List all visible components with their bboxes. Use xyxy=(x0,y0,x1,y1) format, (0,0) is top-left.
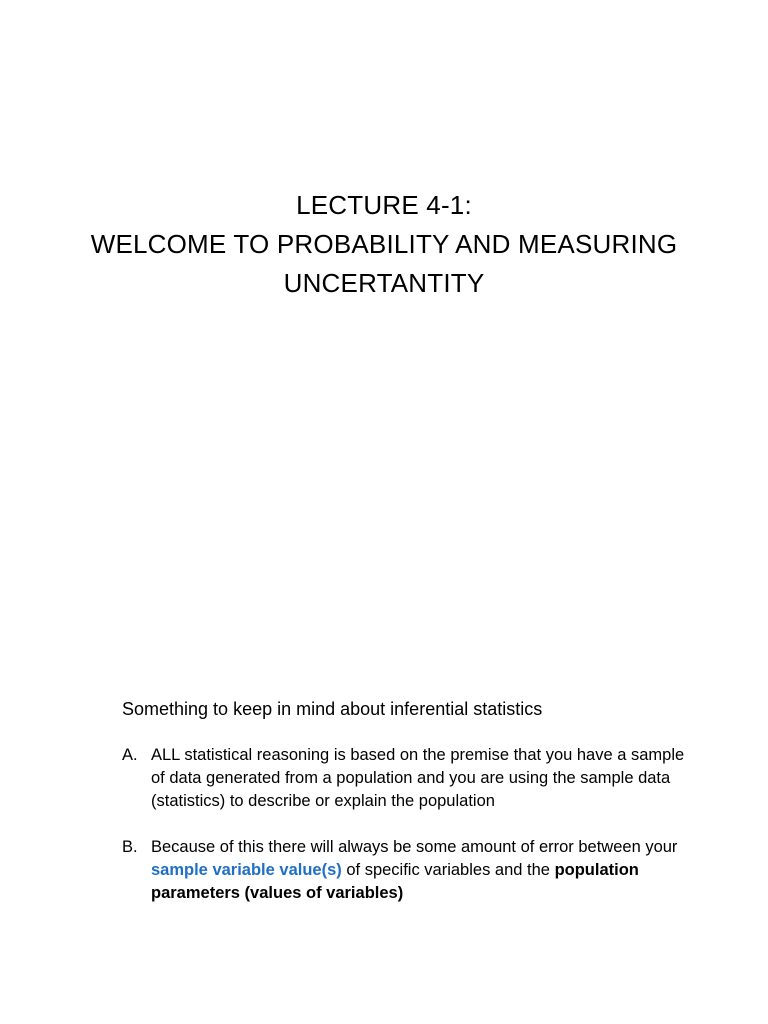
list-marker-b: B. xyxy=(122,838,138,856)
list-text-b xyxy=(151,836,692,905)
lecture-title xyxy=(0,186,768,303)
list-marker-a: A. xyxy=(122,746,138,764)
list-text-a: ALL statistical reasoning is based on the premise that you have a sample of data generated from a population and you are using the sample data (statistics) to describe or explain the population xyxy=(151,746,685,810)
inferential-statistics-section xyxy=(122,697,692,928)
list-text-b-start: Because of this there will always be some amount of error between your xyxy=(151,838,678,856)
list-item-b xyxy=(122,836,692,905)
point-list xyxy=(122,744,692,905)
section-intro: Something to keep in mind about inferential statistics xyxy=(122,699,543,719)
list-text-b-middle: of specific variables and the xyxy=(341,861,555,879)
list-item-a xyxy=(122,744,692,813)
title-line-1: LECTURE 4-1: xyxy=(296,190,472,220)
title-line-2: WELCOME TO PROBABILITY AND MEASURING xyxy=(90,229,678,259)
population-parameters-bold: population parameters (values of variables) xyxy=(151,861,639,902)
title-line-3: UNCERTANTITY xyxy=(283,268,485,298)
sample-variable-highlight: sample variable value(s) xyxy=(151,861,342,879)
